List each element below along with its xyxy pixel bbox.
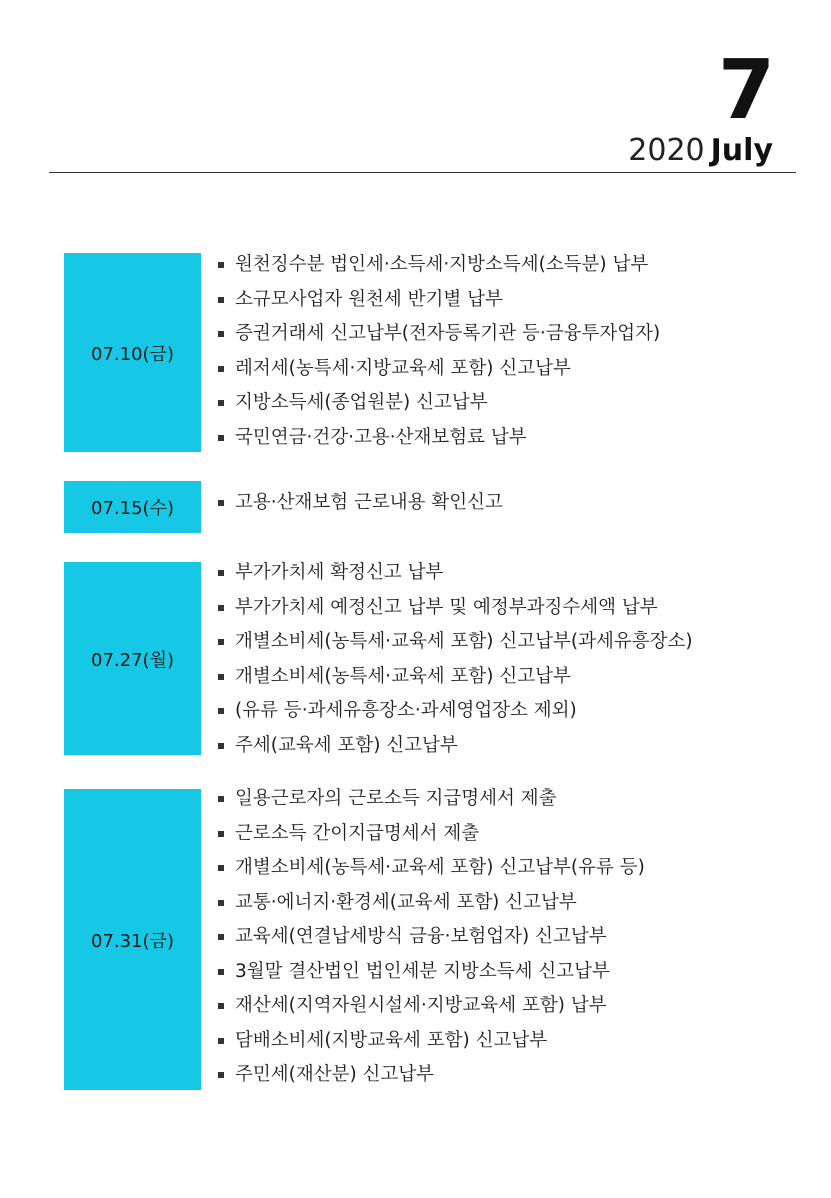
list-item bbox=[218, 694, 693, 729]
item-text: 교통·에너지·환경세(교육세 포함) 신고납부 bbox=[235, 891, 577, 913]
bullet-square-icon bbox=[218, 969, 224, 975]
list-item bbox=[218, 556, 693, 591]
item-text: 국민연금·건강·고용·산재보험료 납부 bbox=[235, 426, 527, 448]
bullet-square-icon bbox=[218, 639, 224, 645]
list-item bbox=[218, 1024, 645, 1059]
bullet-square-icon bbox=[218, 743, 224, 749]
bullet-square-icon bbox=[218, 297, 224, 303]
list-item bbox=[218, 486, 503, 521]
item-text: 원천징수분 법인세·소득세·지방소득세(소득분) 납부 bbox=[235, 254, 649, 275]
date-label: 07.15(수) bbox=[91, 498, 174, 519]
bullet-square-icon bbox=[218, 605, 224, 611]
bullet-square-icon bbox=[218, 1072, 224, 1078]
list-item bbox=[218, 248, 660, 283]
bullet-square-icon bbox=[218, 796, 224, 802]
item-text: 지방소득세(종업원분) 신고납부 bbox=[235, 392, 488, 413]
item-list bbox=[218, 556, 693, 763]
item-text: 일용근로자의 근로소득 지급명세서 제출 bbox=[235, 788, 557, 809]
list-item bbox=[218, 782, 645, 817]
date-box bbox=[64, 562, 201, 755]
list-item bbox=[218, 660, 693, 695]
list-item bbox=[218, 352, 660, 387]
item-text: 부가가치세 예정신고 납부 및 예정부과징수세액 납부 bbox=[235, 596, 658, 618]
list-item bbox=[218, 421, 660, 456]
schedule-section-0727 bbox=[64, 556, 764, 763]
bullet-square-icon bbox=[218, 262, 224, 268]
item-list bbox=[218, 248, 660, 455]
bullet-square-icon bbox=[218, 366, 224, 372]
item-text: 주세(교육세 포함) 신고납부 bbox=[235, 734, 458, 756]
item-text: 근로소득 간이지급명세서 제출 bbox=[235, 822, 480, 844]
item-text: 고용·산재보험 근로내용 확인신고 bbox=[235, 492, 503, 513]
list-item bbox=[218, 886, 645, 921]
date-label: 07.31(금) bbox=[91, 930, 174, 952]
list-item bbox=[218, 283, 660, 318]
month-name-label: July bbox=[710, 133, 773, 168]
list-item bbox=[218, 625, 693, 660]
item-text: (유류 등·과세유흥장소·과세영업장소 제외) bbox=[235, 700, 577, 721]
list-item bbox=[218, 386, 660, 421]
item-text: 담배소비세(지방교육세 포함) 신고납부 bbox=[235, 1029, 548, 1051]
date-box bbox=[64, 789, 201, 1090]
bullet-square-icon bbox=[218, 570, 224, 576]
bullet-square-icon bbox=[218, 708, 224, 714]
date-label: 07.10(금) bbox=[91, 343, 174, 365]
date-box bbox=[64, 253, 201, 452]
schedule-section-0731 bbox=[64, 782, 764, 1094]
bullet-square-icon bbox=[218, 331, 224, 337]
item-text: 3월말 결산법인 법인세분 지방소득세 신고납부 bbox=[235, 960, 610, 982]
bullet-square-icon bbox=[218, 865, 224, 871]
item-list bbox=[218, 486, 503, 521]
item-text: 교육세(연결납세방식 금융·보험업자) 신고납부 bbox=[235, 926, 607, 947]
bullet-square-icon bbox=[218, 831, 224, 837]
list-item bbox=[218, 955, 645, 990]
year-label: 2020 bbox=[628, 133, 705, 168]
item-text: 개별소비세(농특세·교육세 포함) 신고납부 bbox=[235, 665, 571, 687]
list-item bbox=[218, 817, 645, 852]
bullet-square-icon bbox=[218, 1038, 224, 1044]
list-item bbox=[218, 920, 645, 955]
date-box bbox=[64, 481, 201, 533]
list-item bbox=[218, 729, 693, 764]
bullet-square-icon bbox=[218, 900, 224, 906]
item-list bbox=[218, 782, 645, 1093]
list-item bbox=[218, 317, 660, 352]
year-month-line bbox=[628, 134, 773, 168]
list-item bbox=[218, 591, 693, 626]
item-text: 주민세(재산분) 신고납부 bbox=[235, 1064, 435, 1085]
bullet-square-icon bbox=[218, 674, 224, 680]
bullet-square-icon bbox=[218, 435, 224, 441]
month-number: 7 bbox=[717, 43, 773, 138]
list-item bbox=[218, 1058, 645, 1093]
schedule-section-0710 bbox=[64, 248, 764, 455]
bullet-square-icon bbox=[218, 1003, 224, 1009]
item-text: 재산세(지역자원시설세·지방교육세 포함) 납부 bbox=[235, 995, 607, 1016]
item-text: 소규모사업자 원천세 반기별 납부 bbox=[235, 288, 503, 310]
item-text: 부가가치세 확정신고 납부 bbox=[235, 562, 444, 583]
bullet-square-icon bbox=[218, 400, 224, 406]
item-text: 개별소비세(농특세·교육세 포함) 신고납부(과세유흥장소) bbox=[235, 631, 693, 652]
bullet-square-icon bbox=[218, 934, 224, 940]
bullet-square-icon bbox=[218, 500, 224, 506]
item-text: 증권거래세 신고납부(전자등록기관 등·금융투자업자) bbox=[235, 323, 661, 344]
date-label: 07.27(월) bbox=[91, 649, 174, 671]
schedule-section-0715 bbox=[64, 486, 764, 534]
header-divider bbox=[49, 172, 796, 173]
page-header bbox=[628, 43, 773, 168]
item-text: 개별소비세(농특세·교육세 포함) 신고납부(유류 등) bbox=[235, 857, 645, 878]
list-item bbox=[218, 989, 645, 1024]
list-item bbox=[218, 851, 645, 886]
item-text: 레저세(농특세·지방교육세 포함) 신고납부 bbox=[235, 357, 571, 379]
